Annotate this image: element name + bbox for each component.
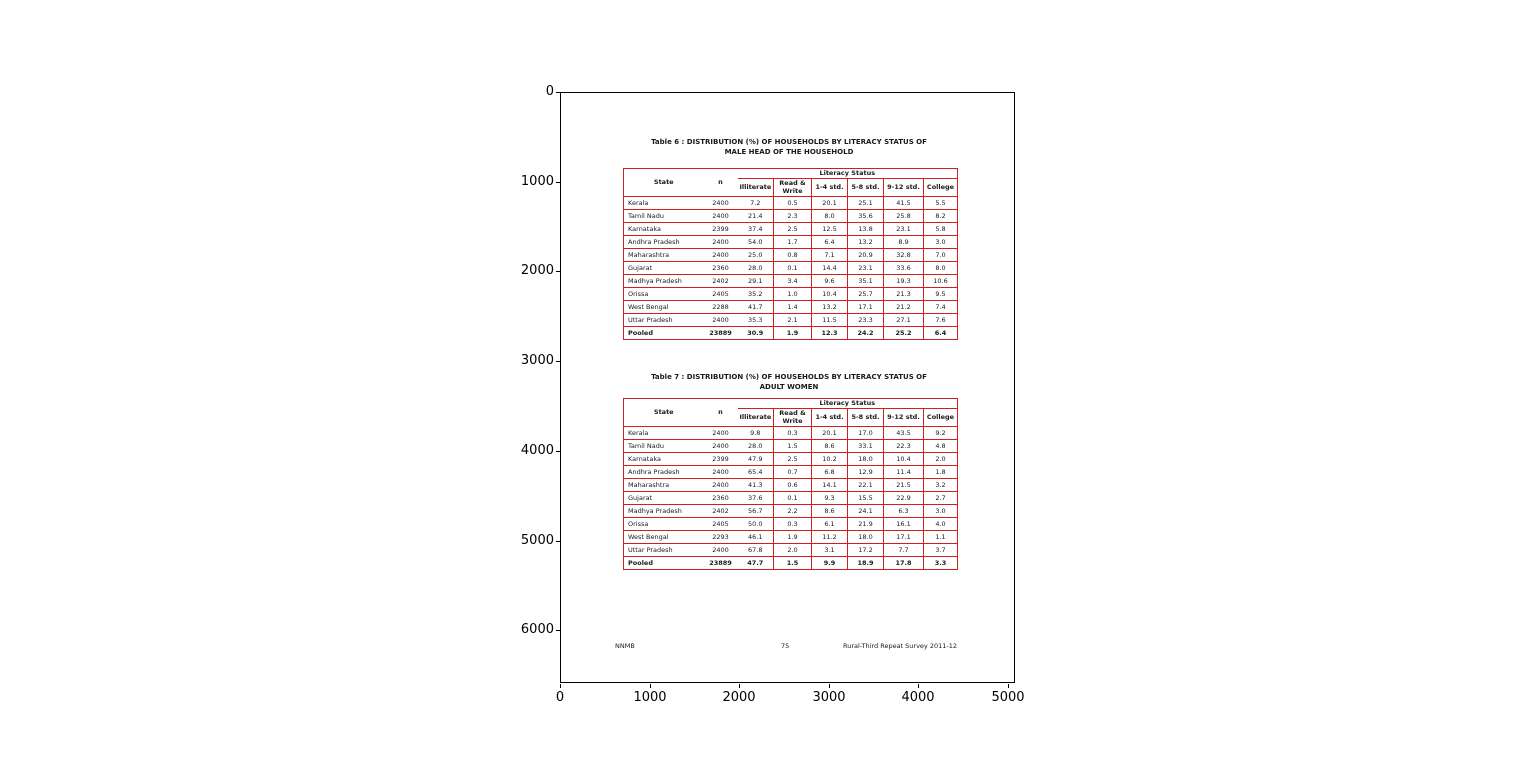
- value-cell: 23.3: [848, 314, 884, 327]
- state-cell: Maharashtra: [628, 480, 670, 489]
- value-cell: 25.1: [848, 197, 884, 210]
- column-header-9-12-std: 9-12 std.: [884, 179, 924, 197]
- state-cell: Gujarat: [628, 263, 653, 272]
- column-header-state: State: [653, 177, 674, 186]
- state-cell: Gujarat: [628, 493, 653, 502]
- x-tick-label: 2000: [722, 690, 756, 705]
- column-header-illiterate: Illiterate: [739, 183, 772, 192]
- state-cell: Kerala: [628, 428, 649, 437]
- value-cell: 21.4: [748, 211, 763, 220]
- table-row: [624, 466, 958, 479]
- value-cell: 3.2: [924, 479, 958, 492]
- value-cell: 3.0: [924, 236, 958, 249]
- value-cell: 13.2: [848, 236, 884, 249]
- document-page: [560, 92, 1015, 683]
- value-cell: 41.3: [748, 480, 763, 489]
- table-row: [624, 275, 958, 288]
- value-cell: 16.1: [884, 518, 924, 531]
- table-row: [624, 223, 958, 236]
- value-cell: 0.8: [774, 249, 812, 262]
- value-cell: 2.2: [774, 505, 812, 518]
- value-cell: 9.5: [924, 288, 958, 301]
- y-tick-label: 6000: [520, 622, 554, 637]
- value-cell: 35.3: [748, 315, 763, 324]
- table-row: [624, 453, 958, 466]
- table-row: [624, 236, 958, 249]
- value-cell: 21.5: [884, 479, 924, 492]
- table-row: [624, 505, 958, 518]
- value-cell: 33.6: [884, 262, 924, 275]
- column-header-n: n: [718, 407, 723, 416]
- y-tick-label: 0: [545, 84, 554, 99]
- value-cell: 29.1: [748, 276, 763, 285]
- value-cell: 2400: [712, 545, 729, 554]
- value-cell: 8.0: [924, 262, 958, 275]
- value-cell: 2293: [712, 532, 729, 541]
- column-header-college: College: [924, 179, 958, 197]
- column-header-1-4-std: 1-4 std.: [812, 179, 848, 197]
- value-cell: 41.7: [748, 302, 763, 311]
- value-cell: 5.8: [924, 223, 958, 236]
- value-cell: 10.4: [812, 288, 848, 301]
- value-cell: 47.7: [747, 558, 764, 567]
- value-cell: 3.3: [924, 557, 958, 570]
- state-cell: Orissa: [628, 519, 649, 528]
- value-cell: 41.5: [884, 197, 924, 210]
- value-cell: 0.1: [774, 492, 812, 505]
- value-cell: 14.4: [812, 262, 848, 275]
- value-cell: 17.2: [848, 544, 884, 557]
- value-cell: 23889: [709, 328, 732, 337]
- value-cell: 21.9: [848, 518, 884, 531]
- value-cell: 13.2: [812, 301, 848, 314]
- x-tick-label: 1000: [633, 690, 667, 705]
- state-cell: Madhya Pradesh: [628, 506, 682, 515]
- state-cell: Tamil Nadu: [628, 211, 664, 220]
- value-cell: 2.3: [774, 210, 812, 223]
- value-cell: 2400: [712, 198, 729, 207]
- value-cell: 6.1: [812, 518, 848, 531]
- value-cell: 35.2: [748, 289, 763, 298]
- value-cell: 27.1: [884, 314, 924, 327]
- value-cell: 1.5: [774, 557, 812, 570]
- state-cell: Tamil Nadu: [628, 441, 664, 450]
- value-cell: 2400: [712, 250, 729, 259]
- value-cell: 35.6: [848, 210, 884, 223]
- value-cell: 47.9: [748, 454, 763, 463]
- value-cell: 2400: [712, 467, 729, 476]
- value-cell: 4.8: [924, 440, 958, 453]
- value-cell: 6.4: [812, 236, 848, 249]
- table-row: [624, 262, 958, 275]
- table7: [623, 398, 958, 570]
- value-cell: 8.0: [812, 210, 848, 223]
- value-cell: 0.5: [774, 197, 812, 210]
- table-row: [624, 492, 958, 505]
- y-tick-label: 2000: [520, 263, 554, 278]
- table-row: [624, 440, 958, 453]
- value-cell: 1.1: [924, 531, 958, 544]
- x-tick-label: 0: [555, 690, 565, 705]
- value-cell: 2288: [712, 302, 729, 311]
- value-cell: 33.1: [848, 440, 884, 453]
- value-cell: 0.3: [774, 518, 812, 531]
- value-cell: 8.9: [884, 236, 924, 249]
- value-cell: 2400: [712, 441, 729, 450]
- value-cell: 2400: [712, 315, 729, 324]
- column-header-9-12-std: 9-12 std.: [884, 409, 924, 427]
- value-cell: 25.7: [848, 288, 884, 301]
- value-cell: 28.0: [748, 441, 763, 450]
- x-tick-mark: [739, 684, 740, 688]
- column-header-5-8-std: 5-8 std.: [848, 409, 884, 427]
- value-cell: 2.0: [774, 544, 812, 557]
- value-cell: 2400: [712, 480, 729, 489]
- value-cell: 7.4: [924, 301, 958, 314]
- column-header-5-8-std: 5-8 std.: [848, 179, 884, 197]
- value-cell: 5.5: [924, 197, 958, 210]
- value-cell: 19.3: [884, 275, 924, 288]
- table-row: [624, 327, 958, 340]
- state-cell: West Bengal: [628, 532, 669, 541]
- table7-title-line1: Table 7 : DISTRIBUTION (%) OF HOUSEHOLDS BY LITERACY STATUS OF: [651, 373, 927, 381]
- value-cell: 1.7: [774, 236, 812, 249]
- y-tick-label: 5000: [520, 533, 554, 548]
- table-row: [624, 479, 958, 492]
- value-cell: 46.1: [748, 532, 763, 541]
- x-tick-label: 3000: [812, 690, 846, 705]
- state-cell: Pooled: [628, 558, 653, 567]
- table6-title-line2: MALE HEAD OF THE HOUSEHOLD: [724, 147, 854, 156]
- value-cell: 6.8: [812, 466, 848, 479]
- value-cell: 2.5: [774, 223, 812, 236]
- value-cell: 11.4: [884, 466, 924, 479]
- footer-center: 75: [781, 642, 790, 650]
- x-tick-label: 4000: [901, 690, 935, 705]
- value-cell: 2.1: [774, 314, 812, 327]
- table-row: [624, 197, 958, 210]
- state-cell: Uttar Pradesh: [628, 545, 673, 554]
- value-cell: 17.0: [848, 427, 884, 440]
- value-cell: 2360: [712, 493, 729, 502]
- y-tick-label: 1000: [520, 174, 554, 189]
- table6-title-line1: Table 6 : DISTRIBUTION (%) OF HOUSEHOLDS BY LITERACY STATUS OF: [651, 138, 927, 146]
- value-cell: 9.2: [924, 427, 958, 440]
- group-header-literacy-status: Literacy Status: [819, 399, 876, 407]
- value-cell: 35.1: [848, 275, 884, 288]
- x-tick-mark: [829, 684, 830, 688]
- state-cell: Uttar Pradesh: [628, 315, 673, 324]
- value-cell: 7.0: [924, 249, 958, 262]
- state-cell: Pooled: [628, 328, 653, 337]
- value-cell: 12.5: [812, 223, 848, 236]
- value-cell: 17.1: [848, 301, 884, 314]
- value-cell: 12.9: [848, 466, 884, 479]
- column-header-read-write: Read & Write: [774, 179, 812, 197]
- state-cell: Andhra Pradesh: [628, 237, 680, 246]
- y-tick-label: 4000: [520, 443, 554, 458]
- value-cell: 18.0: [848, 531, 884, 544]
- value-cell: 9.6: [812, 275, 848, 288]
- value-cell: 24.2: [848, 327, 884, 340]
- value-cell: 25.2: [884, 327, 924, 340]
- value-cell: 6.4: [924, 327, 958, 340]
- x-tick-label: 5000: [991, 690, 1025, 705]
- table-row: [624, 314, 958, 327]
- value-cell: 2.5: [774, 453, 812, 466]
- value-cell: 8.6: [812, 505, 848, 518]
- value-cell: 2.0: [924, 453, 958, 466]
- table6-title: [619, 138, 959, 158]
- state-cell: Maharashtra: [628, 250, 670, 259]
- column-header-n: n: [718, 177, 723, 186]
- value-cell: 2399: [712, 224, 729, 233]
- value-cell: 21.2: [884, 301, 924, 314]
- table-row: [624, 288, 958, 301]
- state-cell: Karnataka: [628, 454, 661, 463]
- state-cell: West Bengal: [628, 302, 669, 311]
- value-cell: 17.8: [884, 557, 924, 570]
- table-row: [624, 531, 958, 544]
- value-cell: 6.3: [884, 505, 924, 518]
- x-tick-mark: [560, 684, 561, 688]
- value-cell: 67.8: [748, 545, 763, 554]
- value-cell: 37.4: [748, 224, 763, 233]
- table-row: [624, 249, 958, 262]
- value-cell: 0.7: [774, 466, 812, 479]
- value-cell: 7.6: [924, 314, 958, 327]
- value-cell: 50.0: [748, 519, 763, 528]
- value-cell: 22.3: [884, 440, 924, 453]
- value-cell: 14.1: [812, 479, 848, 492]
- column-header-college: College: [924, 409, 958, 427]
- value-cell: 7.1: [812, 249, 848, 262]
- value-cell: 0.1: [774, 262, 812, 275]
- value-cell: 10.4: [884, 453, 924, 466]
- value-cell: 11.2: [812, 531, 848, 544]
- value-cell: 21.3: [884, 288, 924, 301]
- state-cell: Madhya Pradesh: [628, 276, 682, 285]
- value-cell: 43.5: [884, 427, 924, 440]
- value-cell: 28.0: [748, 263, 763, 272]
- value-cell: 23.1: [884, 223, 924, 236]
- value-cell: 32.8: [884, 249, 924, 262]
- table7-title-line2: ADULT WOMEN: [759, 382, 819, 391]
- value-cell: 3.4: [774, 275, 812, 288]
- column-header-illiterate: Illiterate: [739, 413, 772, 422]
- column-header-state: State: [653, 407, 674, 416]
- value-cell: 17.1: [884, 531, 924, 544]
- state-cell: Orissa: [628, 289, 649, 298]
- state-cell: Karnataka: [628, 224, 661, 233]
- value-cell: 18.9: [848, 557, 884, 570]
- value-cell: 20.1: [812, 427, 848, 440]
- value-cell: 23.1: [848, 262, 884, 275]
- value-cell: 2.7: [924, 492, 958, 505]
- value-cell: 15.5: [848, 492, 884, 505]
- value-cell: 1.9: [774, 531, 812, 544]
- value-cell: 37.6: [748, 493, 763, 502]
- value-cell: 9.8: [750, 428, 761, 437]
- value-cell: 2400: [712, 428, 729, 437]
- table-row: [624, 518, 958, 531]
- value-cell: 22.1: [848, 479, 884, 492]
- value-cell: 10.6: [924, 275, 958, 288]
- value-cell: 25.8: [884, 210, 924, 223]
- x-tick-mark: [1008, 684, 1009, 688]
- value-cell: 18.0: [848, 453, 884, 466]
- value-cell: 3.0: [924, 505, 958, 518]
- value-cell: 0.6: [774, 479, 812, 492]
- x-tick-mark: [650, 684, 651, 688]
- value-cell: 3.1: [812, 544, 848, 557]
- value-cell: 2400: [712, 237, 729, 246]
- table-row: [624, 544, 958, 557]
- value-cell: 65.4: [748, 467, 763, 476]
- value-cell: 9.9: [812, 557, 848, 570]
- value-cell: 30.9: [747, 328, 764, 337]
- value-cell: 2360: [712, 263, 729, 272]
- column-header-read-write: Read & Write: [774, 409, 812, 427]
- footer-right: Rural-Third Repeat Survey 2011-12: [843, 642, 957, 650]
- value-cell: 1.0: [774, 288, 812, 301]
- group-header-literacy-status: Literacy Status: [819, 169, 876, 177]
- value-cell: 24.1: [848, 505, 884, 518]
- state-cell: Andhra Pradesh: [628, 467, 680, 476]
- table-row: [624, 557, 958, 570]
- value-cell: 10.2: [812, 453, 848, 466]
- table7-title: [619, 373, 959, 393]
- value-cell: 1.5: [774, 440, 812, 453]
- value-cell: 2405: [712, 289, 729, 298]
- value-cell: 4.0: [924, 518, 958, 531]
- value-cell: 23889: [709, 558, 732, 567]
- y-tick-label: 3000: [520, 353, 554, 368]
- value-cell: 2405: [712, 519, 729, 528]
- value-cell: 3.7: [924, 544, 958, 557]
- value-cell: 20.9: [848, 249, 884, 262]
- value-cell: 13.8: [848, 223, 884, 236]
- x-tick-mark: [918, 684, 919, 688]
- value-cell: 11.5: [812, 314, 848, 327]
- value-cell: 2402: [712, 276, 729, 285]
- value-cell: 20.1: [812, 197, 848, 210]
- value-cell: 1.8: [924, 466, 958, 479]
- column-header-1-4-std: 1-4 std.: [812, 409, 848, 427]
- value-cell: 1.4: [774, 301, 812, 314]
- value-cell: 1.9: [774, 327, 812, 340]
- footer-left: NNMB: [615, 642, 635, 650]
- value-cell: 22.9: [884, 492, 924, 505]
- value-cell: 12.3: [812, 327, 848, 340]
- value-cell: 9.3: [812, 492, 848, 505]
- value-cell: 0.3: [774, 427, 812, 440]
- value-cell: 8.6: [812, 440, 848, 453]
- value-cell: 56.7: [748, 506, 763, 515]
- table-row: [624, 301, 958, 314]
- value-cell: 2400: [712, 211, 729, 220]
- value-cell: 25.0: [748, 250, 763, 259]
- value-cell: 54.0: [748, 237, 763, 246]
- value-cell: 7.7: [884, 544, 924, 557]
- table6: [623, 168, 958, 340]
- value-cell: 7.2: [750, 198, 761, 207]
- value-cell: 8.2: [924, 210, 958, 223]
- table-row: [624, 210, 958, 223]
- value-cell: 2402: [712, 506, 729, 515]
- value-cell: 2399: [712, 454, 729, 463]
- state-cell: Kerala: [628, 198, 649, 207]
- table-row: [624, 427, 958, 440]
